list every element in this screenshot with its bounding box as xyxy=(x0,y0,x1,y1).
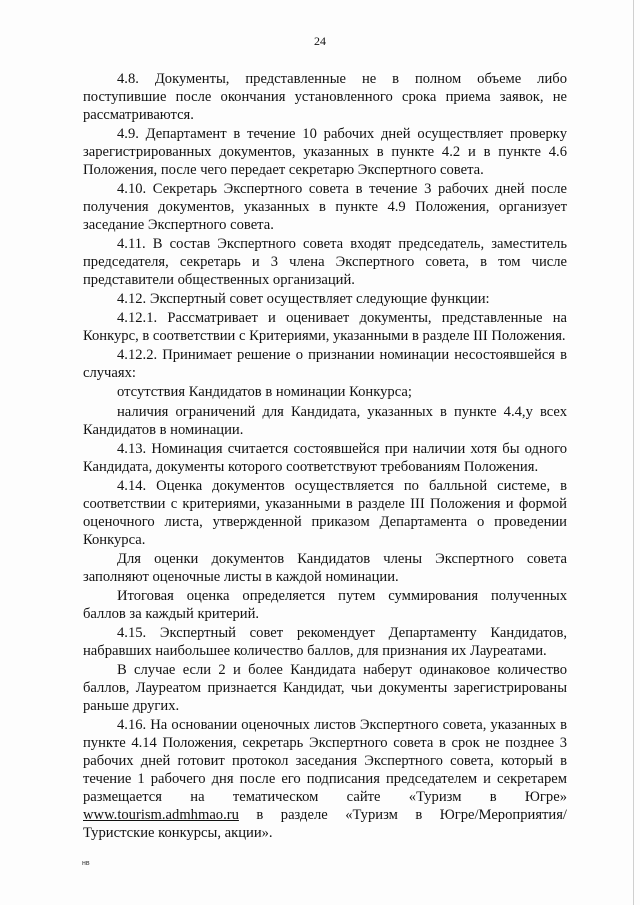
paragraph-4-14-a: Для оценки документов Кандидатов члены Экспертного совета заполняют оценочные листы в каждой номинации. xyxy=(83,550,567,585)
tourism-site-link[interactable]: www.tourism.admhmao.ru xyxy=(83,806,239,823)
paragraph-4-16-text: 4.16. На основании оценочных листов Экспертного совета, указанных в пункте 4.14 Положения, секретарь Экспертного совета в срок не позднее 3 рабочих дней готовит протокол заседания Экспертного совета, который в течение 1 рабочего дня после его подписания председателем и секретарем размещается на тематическом сайте «Туризм в Югре» xyxy=(83,717,567,805)
paragraph-4-13: 4.13. Номинация считается состоявшейся при наличии хотя бы одного Кандидата, документы которого соответствуют требованиям Положения. xyxy=(83,440,567,475)
paragraph-4-12-2: 4.12.2. Принимает решение о признании номинации несостоявшейся в случаях: xyxy=(83,347,567,382)
paragraph-4-15: 4.15. Экспертный совет рекомендует Департаменту Кандидатов, набравших наибольшее количество баллов, для признания их Лауреатами. xyxy=(83,625,567,659)
paragraph-4-12-1: 4.12.1. Рассматривает и оценивает документы, представленные на Конкурс, в соответствии с Критериями, указанными в разделе III Положения. xyxy=(83,310,567,345)
paragraph-4-11: 4.11. В состав Экспертного совета входят председатель, заместитель председателя, секретарь и 3 члена Экспертного совета, в том числе представители общественных организаций. xyxy=(83,236,567,288)
page-edge xyxy=(633,0,634,905)
paragraph-4-8: 4.8. Документы, представленные не в полном объеме либо поступившие после окончания установленного срока приема заявок, не рассматриваются. xyxy=(83,71,567,123)
paragraph-4-14-b: Итоговая оценка определяется путем суммирования полученных баллов за каждый критерий. xyxy=(83,587,567,622)
paragraph-4-15-a: В случае если 2 и более Кандидата наберут одинаковое количество баллов, Лауреатом признается Кандидат, чьи документы зарегистрированы раньше других. xyxy=(83,662,567,714)
page-number: 24 xyxy=(314,34,326,48)
paragraph-case-1: отсутствия Кандидатов в номинации Конкурса; xyxy=(117,384,412,401)
paragraph-4-16-tail: в разделе «Туризм в Югре/Мероприятия/Туристские конкурсы, акции». xyxy=(83,806,567,841)
document-body xyxy=(83,71,567,844)
paragraph-4-12: 4.12. Экспертный совет осуществляет следующие функции: xyxy=(117,291,490,308)
paragraph-4-16 xyxy=(83,717,567,842)
footer-mark: нв xyxy=(82,860,90,867)
paragraph-case-2: наличия ограничений для Кандидата, указанных в пункте 4.4,у всех Кандидатов в номинации. xyxy=(83,403,567,438)
paragraph-4-9: 4.9. Департамент в течение 10 рабочих дней осуществляет проверку зарегистрированных документов, указанных в пункте 4.2 и в пункте 4.6 Положения, после чего передает секретарю Экспертного совета. xyxy=(83,126,567,178)
paragraph-4-10: 4.10. Секретарь Экспертного совета в течение 3 рабочих дней после получения документов, указанных в пункте 4.9 Положения, организует заседание Экспертного совета. xyxy=(83,181,567,233)
paragraph-4-14: 4.14. Оценка документов осуществляется по балльной системе, в соответствии с критериями, указанными в разделе III Положения и формой оценочного листа, утвержденной приказом Департамента о проведении Конкурса. xyxy=(83,477,567,548)
